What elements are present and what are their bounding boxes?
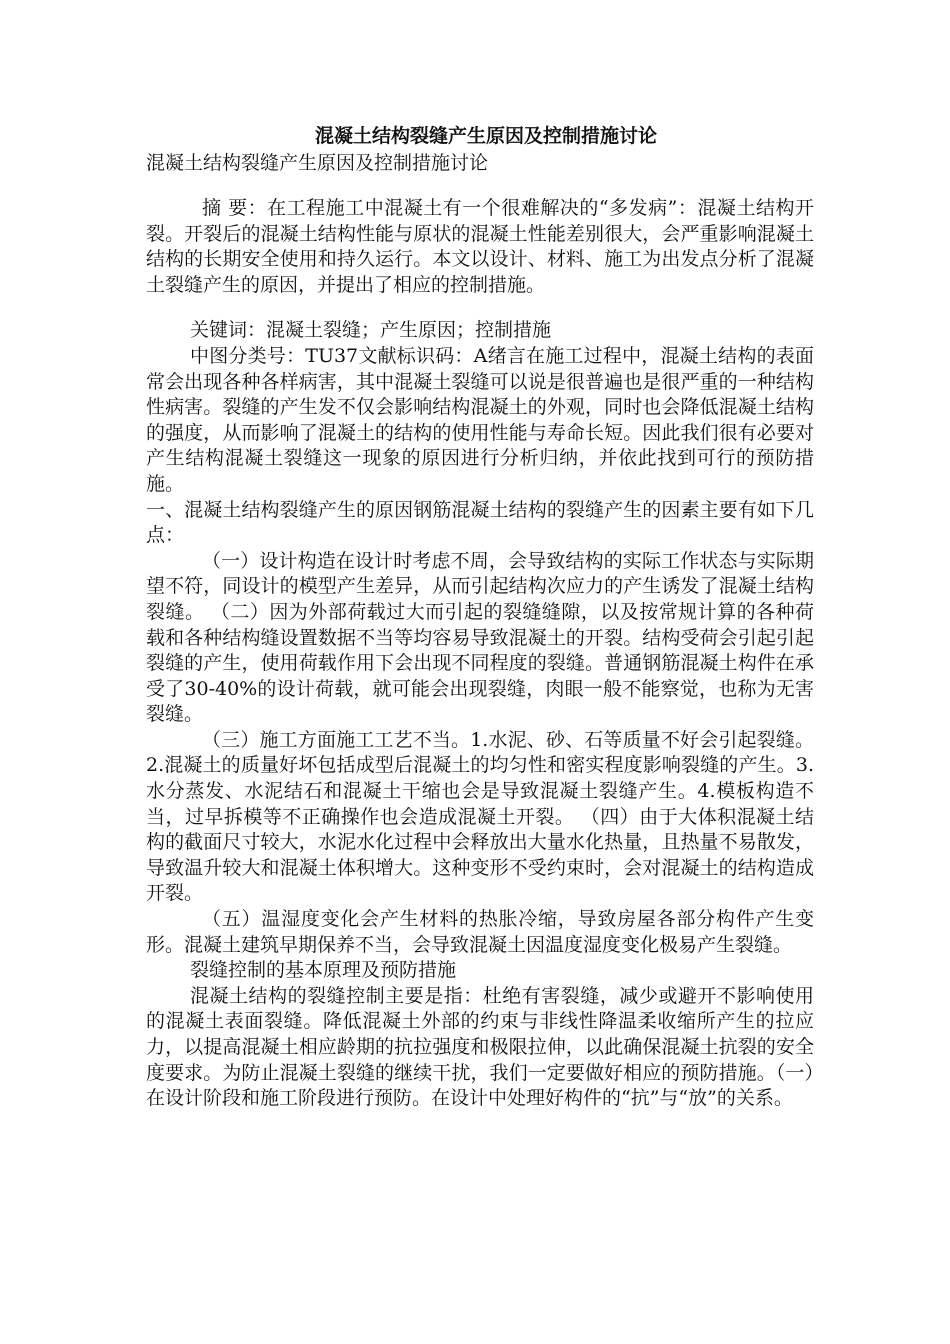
document-subtitle: 混凝土结构裂缝产生原因及控制措施讨论 — [146, 152, 489, 174]
document-title: 混凝土结构裂缝产生原因及控制措施讨论 — [314, 125, 657, 147]
document-page — [146, 122, 814, 1112]
cause-5-paragraph: （五）温湿度变化会产生材料的热胀冷缩，导致房屋各部分构件产生变形。混凝土建筑早期保养不当，会导致混凝土因温度湿度变化极易产生裂缝。 — [146, 908, 814, 956]
causes-3-4-paragraph: （三）施工方面施工工艺不当。1.水泥、砂、石等质量不好会引起裂缝。2.混凝土的质量好坏包括成型后混凝土的均匀性和密实程度影响裂缝的产生。3.水分蒸发、水泥结石和混凝土干缩也会是导致混凝土裂缝产生。4.模板构造不当，过早拆模等不正确操作也会造成混凝土开裂。 （四）由于大体积混凝土结构的截面尺寸较大，水泥水化过程中会释放出大量水化热量，且热量不易散发，导致温升较大和混凝土体积增大。这种变形不受约束时，会对混凝土的结构造成开裂。 — [146, 728, 814, 905]
section1-heading: 一、混凝土结构裂缝产生的原因钢筋混凝土结构的裂缝产生的因素主要有如下几点： — [146, 498, 814, 547]
keywords-line: 关键词：混凝土裂缝；产生原因；控制措施 — [190, 319, 552, 342]
causes-1-2-paragraph: （一）设计构造在设计时考虑不周，会导致结构的实际工作状态与实际期望不符，同设计的模型产生差异，从而引起结构次应力的产生诱发了混凝土结构裂缝。 （二）因为外部荷载过大而引起的裂缝缝隙，以及按常规计算的各种荷载和各种结构缝设置数据不当等均容易导致混凝土的开裂。结构受荷会引起引起裂缝的产生，使用荷载作用下会出现不同程度的裂缝。普通钢筋混凝土构件在承受了30-40%的设计荷载，就可能会出现裂缝，肉眼一般不能察觉，也称为无害裂缝。 — [146, 549, 814, 726]
intro-paragraph: 中图分类号：TU37文献标识码：A绪言在施工过程中，混凝土结构的表面常会出现各种各样病害，其中混凝土裂缝可以说是很普遍也是很严重的一种结构性病害。裂缝的产生发不仅会影响结构混凝土的外观，同时也会降低混凝土结构的强度，从而影响了混凝土的结构的使用性能与寿命长短。因此我们很有必要对产生结构混凝土裂缝这一现象的原因进行分析归纳，并依此找到可行的预防措施。 — [146, 344, 814, 495]
control-paragraph: 混凝土结构的裂缝控制主要是指：杜绝有害裂缝，减少或避开不影响使用的混凝土表面裂缝。降低混凝土外部的约束与非线性降温柔收缩所产生的拉应力，以提高混凝土相应龄期的抗拉强度和极限拉伸，以此确保混凝土抗裂的安全度要求。为防止混凝土裂缝的继续干扰，我们一定要做好相应的预防措施。（一）在设计阶段和施工阶段进行预防。在设计中处理好构件的“抗”与“放”的关系。 — [146, 984, 814, 1110]
section2-heading: 裂缝控制的基本原理及预防措施 — [190, 959, 457, 982]
abstract-paragraph: 摘 要：在工程施工中混凝土有一个很难解决的“多发病”：混凝土结构开裂。开裂后的混凝土结构性能与原状的混凝土性能差别很大，会严重影响混凝土结构的长期安全使用和持久运行。本文以设计、材料、施工为出发点分析了混凝土裂缝产生的原因，并提出了相应的控制措施。 — [146, 197, 814, 296]
